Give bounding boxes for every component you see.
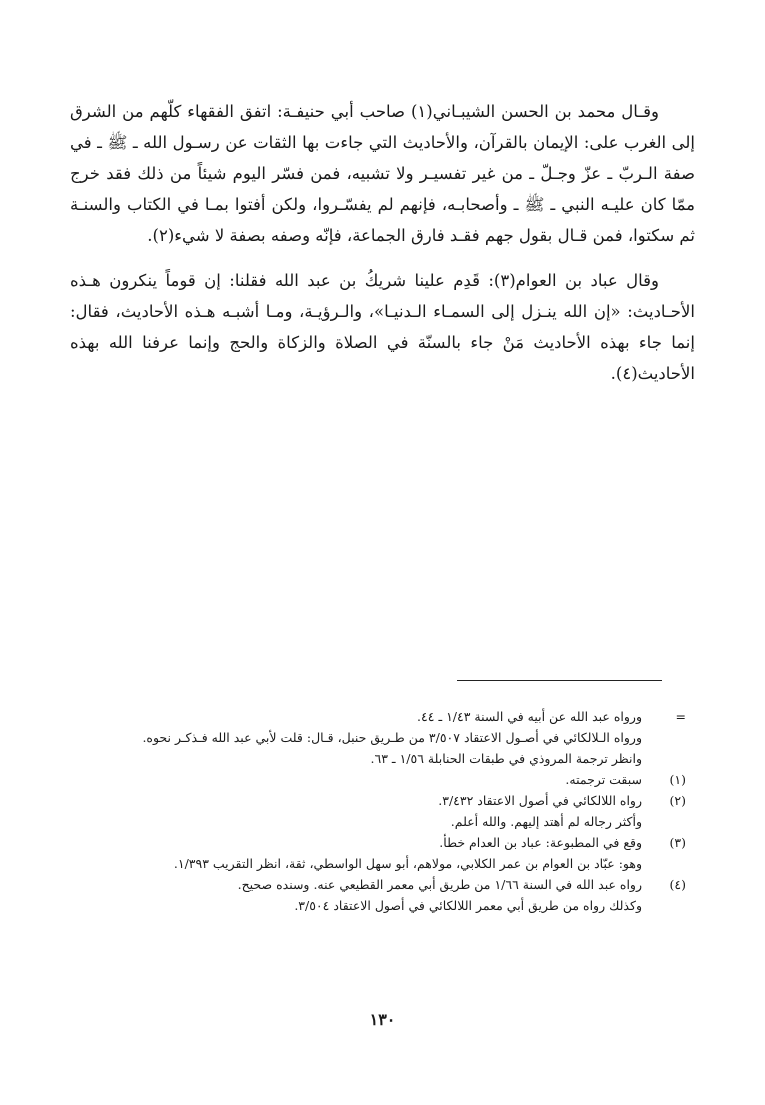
footnote-marker: (٣): [669, 835, 686, 850]
footnote-body: [78, 832, 642, 874]
footnote-marker: =: [675, 709, 686, 724]
footnote-line: وقع في المطبوعة: عباد بن العدام خطأ.: [439, 835, 642, 850]
footnote-line: وأكثر رجاله لم أهتد إليهم. والله أعلم.: [450, 814, 642, 829]
footnote-line: ورواه الـلالكائي في أصـول الاعتقاد ٣/٥٠٧ من طـريق حنبل، قـال: قلت لأبي عبد الله فـذكـر نحوه.: [142, 730, 642, 745]
footnote-line: وكذلك رواه من طريق أبي معمر اللالكائي في أصول الاعتقاد ٣/٥٠٤.: [294, 898, 642, 913]
footnote-line: رواه اللالكائي في أصول الاعتقاد ٣/٤٣٢.: [438, 793, 642, 808]
footnote-marker: (١): [669, 772, 686, 787]
footnote-body: [78, 706, 642, 769]
footnote-body: [78, 769, 642, 790]
footnote-line: رواه عبد الله في السنة ١/٦٦ من طريق أبي معمر القطيعي عنه. وسنده صحيح.: [237, 877, 642, 892]
footnote-marker: (٢): [669, 793, 686, 808]
page-number: ١٣٠: [369, 1010, 396, 1029]
footnote-marker: (٤): [669, 877, 686, 892]
footnote-line: سبقت ترجمته.: [565, 772, 642, 787]
footnote-body: [78, 874, 642, 916]
footnote-line: وهو: عبّاد بن العوام بن عمر الكلابي، مولاهم، أبو سهل الواسطي، ثقة، انظر التقريب ١/٣٩٣.: [173, 856, 642, 871]
footnote-body: [78, 790, 642, 832]
footnote-continuation: [78, 706, 686, 769]
paragraph-2: وقال عباد بن العوام(٣): قَدِم علينا شريكُ بن عبد الله فقلنا: إن قوماً ينكرون هـذه الأحـاديث: «إن الله ينـزل إلى السمـاء الـدنيـا»، والـرؤيـة، ومـا أشبـه هـذه الأحاديث، فقال: إنما جاء بهذه الأحاديث مَنْ جاء بالسنّة في الصلاة والزكاة والحج وإنما عرفنا الله بهذه الأحاديث(٤).: [70, 271, 695, 383]
footnote-4: [78, 874, 686, 916]
footnote-divider: [457, 680, 662, 681]
main-text: [70, 96, 695, 403]
footnote-1: [78, 769, 686, 790]
paragraph-1: وقـال محمد بن الحسن الشيبـاني(١) صاحب أبي حنيفـة: اتفق الفقهاء كلّهم من الشرق إلى الغرب على: الإيمان بالقرآن، والأحاديث التي جاءت بها الثقات عن رسـول الله ـ ﷺ ـ في صفة الـربّ ـ عزّ وجـلّ ـ من غير تفسيـر ولا تشبيه، فمن فسّر اليوم شيئاً من ذلك فقد خرج ممّا كان عليـه النبي ـ ﷺ ـ وأصحابـه، فإنهم لم يفسّـروا، ولكن أفتوا بمـا في الكتاب والسنـة ثم سكتوا، فمن قـال بقول جهم فقـد فارق الجماعة، فإنّه وصفه بصفة لا شيء(٢).: [70, 102, 695, 245]
footnote-2: [78, 790, 686, 832]
footnote-line: ورواه عبد الله عن أبيه في السنة ١/٤٣ ـ ٤٤.: [417, 709, 642, 724]
footnote-line: وانظر ترجمة المروذي في طبقات الحنابلة ١/٥٦ ـ ٦٣.: [370, 751, 642, 766]
footnote-3: [78, 832, 686, 874]
footnotes: [78, 706, 686, 916]
